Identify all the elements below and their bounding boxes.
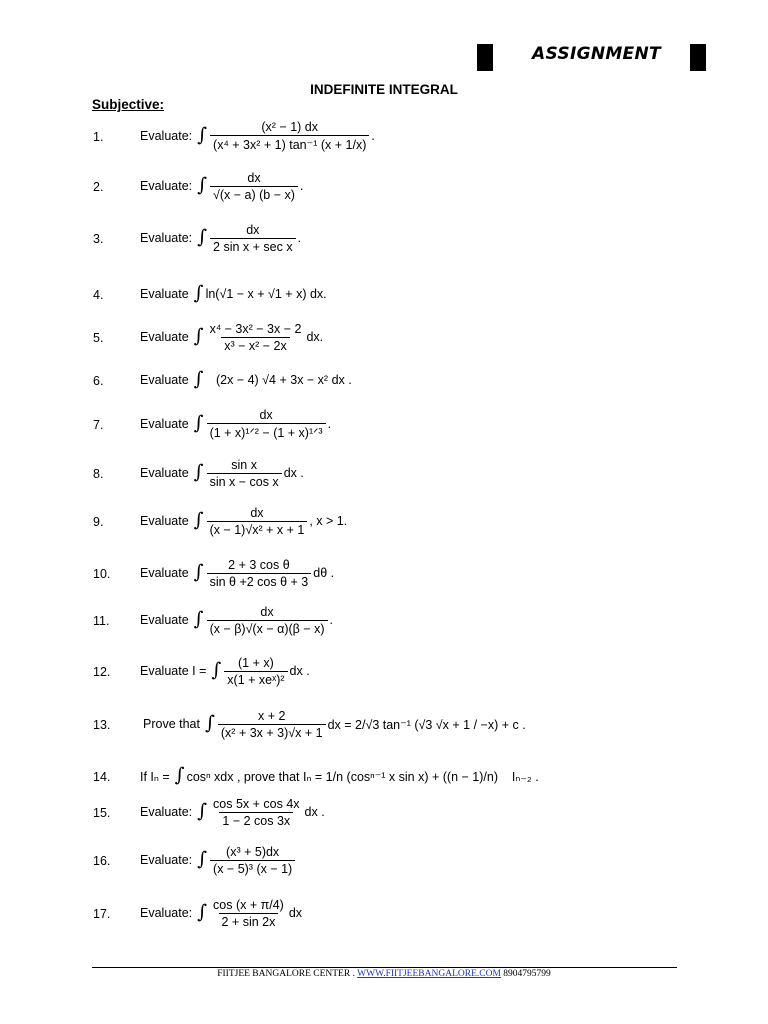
integral-sign: ∫ [197,900,208,923]
numerator: x + 2 [258,708,286,723]
question-body [140,171,303,201]
fraction [210,797,303,828]
footer-divider [92,967,677,968]
footer-center-name: FIITJEE BANGALORE CENTER . [217,969,355,979]
question-label: Evaluate [140,566,189,580]
numerator: dx [259,408,273,422]
fraction [210,171,298,202]
header-black-block-left [477,44,493,71]
fraction [207,322,305,353]
question-label: If Iₙ = [140,769,170,784]
numerator: 2 + 3 cos θ [228,557,290,572]
expression-tail: . [327,417,332,431]
question-number: 8. [93,467,104,481]
expression: ln(√1 − x + √1 + x) dx. [205,287,327,301]
numerator: (x² − 1) dx [261,120,319,134]
question-body [140,458,304,488]
fraction [218,709,326,740]
numerator: (1 + x) [238,655,274,670]
question-body [143,696,526,752]
expression-tail: dx . [283,466,304,480]
fraction [210,898,287,929]
question-label: Evaluate: [140,805,193,819]
numerator: cos (x + π/4) [213,897,284,912]
denominator: sin x − cos x [207,473,282,489]
integral-sign: ∫ [193,411,204,434]
question-label: Evaluate [140,287,189,301]
question-label: Prove that [143,717,200,731]
question-number: 13. [93,718,111,732]
fraction [210,120,369,152]
integral-sign: ∫ [193,460,204,483]
question-label: Evaluate [140,417,189,431]
question-body [140,605,333,635]
denominator: (x − β)√(x − α)(β − x) [207,620,328,636]
question-number: 5. [93,331,104,345]
expression: (2x − 4) √4 + 3x − x² dx . [205,373,352,387]
fraction [210,845,295,876]
question-label: Evaluate: [140,231,193,245]
integral-sign: ∫ [193,508,204,531]
integral-sign: ∫ [197,123,208,146]
fraction [224,656,287,687]
question-body [140,506,347,536]
denominator: 1 − 2 cos 3x [219,812,293,828]
denominator: x³ − x² − 2x [221,337,290,353]
question-label: Evaluate [140,514,189,528]
question-body [140,797,325,827]
footer-phone: 8904795799 [503,969,551,979]
assignment-label: ASSIGNMENT [532,44,661,64]
question-number: 4. [93,288,104,302]
footer [0,969,768,979]
denominator: sin θ +2 cos θ + 3 [207,573,312,589]
question-label: Evaluate [140,373,189,387]
numerator: (x³ + 5)dx [226,844,280,859]
question-label: Evaluate: [140,906,193,920]
integral-sign: ∫ [197,799,208,822]
question-body [140,108,375,164]
question-body [140,322,323,352]
question-number: 14. [93,770,111,784]
integral-sign: ∫ [193,367,204,390]
expression-tail: dθ . [313,566,335,580]
question-body [140,885,302,941]
denominator: (x − 1)√x² + x + 1 [207,521,308,537]
question-body [140,558,334,588]
expression-tail: dx [288,906,303,920]
section-heading: Subjective: [92,97,165,112]
integral-sign: ∫ [193,281,204,304]
denominator: (1 + x)¹ᐟ² − (1 + x)¹ᐟ³ [207,423,326,440]
question-number: 15. [93,806,111,820]
expression-tail: dx = 2/√3 tan⁻¹ (√3 √x + 1 / −x) + c . [327,717,526,732]
question-label: Evaluate: [140,129,193,143]
integral-sign: ∫ [204,711,215,734]
question-number: 12. [93,665,111,679]
question-label: Evaluate I = [140,664,207,678]
denominator: (x² + 3x + 3)√x + 1 [218,724,326,740]
numerator: sin x [231,457,257,472]
question-number: 11. [93,614,110,628]
question-number: 1. [93,130,104,144]
denominator: (x⁴ + 3x² + 1) tan⁻¹ (x + 1/x) [210,135,369,152]
question-number: 10. [93,567,111,581]
question-number: 16. [93,854,111,868]
question-body [140,279,328,309]
integral-sign: ∫ [197,173,208,196]
question-label: Evaluate [140,330,189,344]
expression-tail: dx . [304,805,325,819]
expression-tail: . [297,231,302,245]
question-number: 6. [93,374,104,388]
question-label: Evaluate: [140,179,193,193]
question-body [140,656,310,686]
expression-tail: . [329,613,333,627]
question-body [140,223,301,253]
denominator: x(1 + xeˣ)² [224,671,287,687]
question-body [140,409,331,439]
question-label: Evaluate [140,466,189,480]
question-number: 17. [93,907,111,921]
integral-sign: ∫ [197,225,208,248]
fraction [207,458,282,489]
denominator: √(x − a) (b − x) [210,186,298,202]
question-label: Evaluate [140,613,189,627]
header-black-block-right [690,44,706,71]
page-title: INDEFINITE INTEGRAL [310,82,458,97]
numerator: x⁴ − 3x² − 3x − 2 [209,321,302,336]
integral-sign: ∫ [174,763,185,786]
question-body [140,761,540,791]
fraction [207,605,328,636]
integral-sign: ∫ [193,324,204,347]
expression-tail: dx . [289,664,310,678]
numerator: cos 5x + cos 4x [213,796,300,811]
denominator: 2 + sin 2x [219,913,279,929]
numerator: dx [246,222,260,237]
question-number: 7. [93,418,104,432]
fraction [210,223,296,254]
expression-tail: . [371,129,375,143]
fraction [207,558,312,589]
footer-website-link[interactable]: WWW.FIITJEEBANGALORE.COM [357,969,501,979]
question-label: Evaluate: [140,853,193,867]
denominator: 2 sin x + sec x [210,238,296,254]
denominator: (x − 5)³ (x − 1) [210,860,295,876]
fraction [207,408,326,440]
numerator: dx [260,604,274,619]
expression-tail: dx. [306,330,324,344]
question-body [140,845,297,875]
question-number: 2. [93,180,104,194]
integral-sign: ∫ [211,658,222,681]
numerator: dx [250,505,264,520]
integral-sign: ∫ [193,560,204,583]
numerator: dx [247,170,261,185]
question-number: 9. [93,515,104,529]
expression: cosⁿ xdx , prove that Iₙ = 1/n (cosⁿ⁻¹ x sin x) + ((n − 1)/n) Iₙ₋₂ . [186,769,539,784]
fraction [207,506,308,537]
expression-tail: , x > 1. [309,514,348,528]
integral-sign: ∫ [193,607,204,630]
question-body [140,365,353,395]
question-number: 3. [93,232,104,246]
integral-sign: ∫ [197,847,208,870]
expression-tail: . [299,179,304,193]
